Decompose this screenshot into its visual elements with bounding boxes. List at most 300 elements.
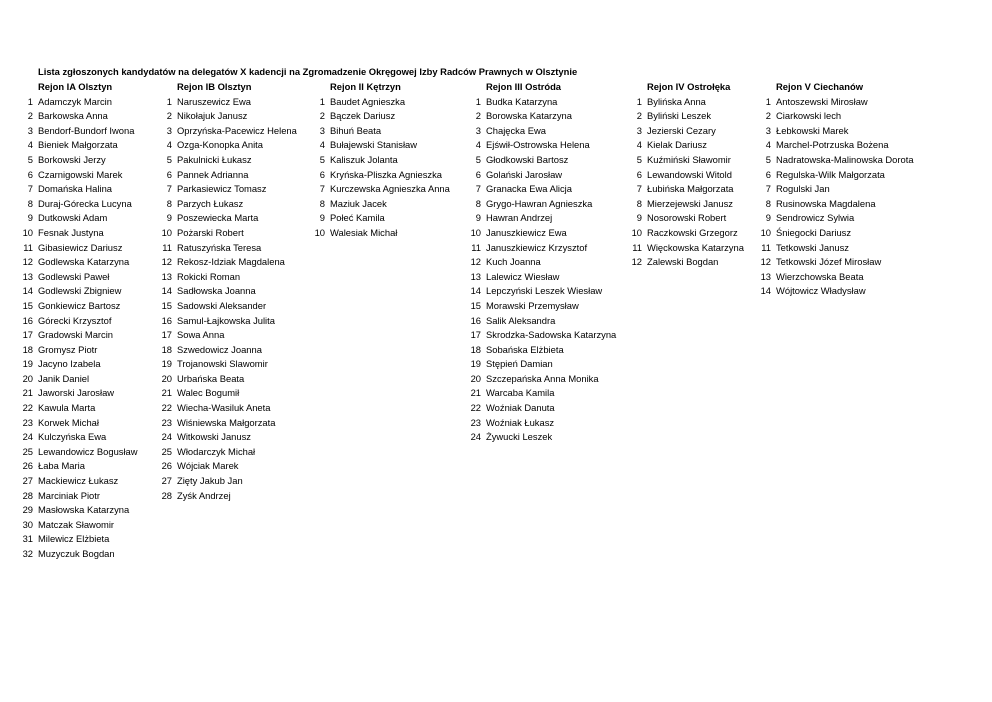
candidate-name: Włodarczyk Michał bbox=[177, 445, 256, 457]
candidate-row bbox=[20, 182, 138, 197]
candidate-name: Golański Jarosław bbox=[486, 168, 563, 180]
candidate-row bbox=[752, 255, 914, 270]
candidate-row bbox=[20, 459, 138, 474]
candidate-row bbox=[752, 168, 914, 183]
candidate-row bbox=[300, 109, 450, 124]
candidate-row bbox=[145, 314, 297, 329]
candidate-number: 27 bbox=[22, 475, 33, 487]
candidate-row bbox=[622, 95, 744, 110]
candidate-number: 26 bbox=[161, 460, 172, 472]
candidate-number: 3 bbox=[166, 124, 172, 136]
candidate-number: 24 bbox=[161, 431, 172, 443]
candidate-row bbox=[622, 182, 744, 197]
candidate-name: Kuźmiński Sławomir bbox=[647, 153, 731, 165]
district-header: Rejon II Kętrzyn bbox=[330, 81, 401, 92]
candidate-name: Śniegocki Dariusz bbox=[776, 226, 852, 238]
candidate-row bbox=[460, 197, 616, 212]
candidate-row bbox=[20, 226, 138, 241]
candidate-number: 8 bbox=[319, 197, 325, 209]
candidate-name: Kaliszuk Jolanta bbox=[330, 153, 398, 165]
candidate-number: 25 bbox=[22, 445, 33, 457]
candidate-name: Łaba Maria bbox=[38, 460, 85, 472]
candidate-name: Rusinowska Magdalena bbox=[776, 197, 876, 209]
candidate-row bbox=[20, 168, 138, 183]
candidate-name: Głodkowski Bartosz bbox=[486, 153, 569, 165]
candidate-row bbox=[20, 270, 138, 285]
candidate-number: 2 bbox=[765, 110, 771, 122]
district-column-v-ciechanow bbox=[752, 80, 914, 299]
candidate-row bbox=[460, 226, 616, 241]
candidate-name: Grygo-Hawran Agnieszka bbox=[486, 197, 593, 209]
candidate-number: 10 bbox=[22, 226, 33, 238]
candidate-row bbox=[300, 168, 450, 183]
district-header: Rejon V Ciechanów bbox=[776, 81, 863, 92]
candidate-row bbox=[300, 153, 450, 168]
candidate-number: 12 bbox=[760, 256, 771, 268]
candidate-number: 28 bbox=[22, 489, 33, 501]
candidate-name: Walesiak Michał bbox=[330, 226, 398, 238]
candidate-name: Zalewski Bogdan bbox=[647, 256, 719, 268]
candidate-number: 30 bbox=[22, 518, 33, 530]
candidate-name: Lewandowski Witold bbox=[647, 168, 732, 180]
candidate-row bbox=[460, 95, 616, 110]
candidate-name: Łubińska Małgorzata bbox=[647, 183, 734, 195]
candidate-number: 8 bbox=[765, 197, 771, 209]
candidate-number: 5 bbox=[636, 153, 642, 165]
candidate-name: Skrodzka-Sadowska Katarzyna bbox=[486, 329, 617, 341]
candidate-name: Sendrowicz Sylwia bbox=[776, 212, 855, 224]
candidate-number: 6 bbox=[319, 168, 325, 180]
candidate-number: 11 bbox=[162, 241, 172, 253]
candidate-number: 17 bbox=[22, 329, 33, 341]
candidate-name: Nosorowski Robert bbox=[647, 212, 727, 224]
candidate-row bbox=[622, 124, 744, 139]
candidate-number: 20 bbox=[470, 372, 481, 384]
candidate-number: 7 bbox=[319, 183, 325, 195]
candidate-row bbox=[460, 168, 616, 183]
candidate-row bbox=[622, 241, 744, 256]
candidate-number: 6 bbox=[636, 168, 642, 180]
candidate-row bbox=[300, 124, 450, 139]
candidate-number: 3 bbox=[636, 124, 642, 136]
candidate-name: Pakulnicki Łukasz bbox=[177, 153, 252, 165]
candidate-number: 1 bbox=[636, 95, 642, 107]
candidate-name: Wiecha-Wasiluk Aneta bbox=[177, 402, 271, 414]
candidate-number: 31 bbox=[22, 533, 33, 545]
candidate-name: Walec Bogumił bbox=[177, 387, 240, 399]
candidate-number: 11 bbox=[761, 241, 771, 253]
candidate-row bbox=[145, 430, 297, 445]
candidate-number: 9 bbox=[765, 212, 771, 224]
candidate-number: 10 bbox=[631, 226, 642, 238]
candidate-row bbox=[20, 416, 138, 431]
candidate-row bbox=[300, 226, 450, 241]
candidate-row bbox=[460, 270, 616, 285]
candidate-row bbox=[460, 314, 616, 329]
candidate-name: Bylińska Anna bbox=[647, 95, 706, 107]
candidate-number: 5 bbox=[319, 153, 325, 165]
candidate-number: 5 bbox=[765, 153, 771, 165]
candidate-name: Poszewiecka Marta bbox=[177, 212, 259, 224]
district-header: Rejon IA Olsztyn bbox=[38, 81, 113, 92]
candidate-number: 17 bbox=[161, 329, 172, 341]
candidate-name: Morawski Przemysław bbox=[486, 299, 579, 311]
candidate-name: Rokicki Roman bbox=[177, 270, 241, 282]
candidate-number: 16 bbox=[22, 314, 33, 326]
candidate-name: Samul-Łajkowska Julita bbox=[177, 314, 275, 326]
candidate-number: 15 bbox=[161, 299, 172, 311]
candidate-row bbox=[752, 109, 914, 124]
district-column-ib-olsztyn bbox=[145, 80, 297, 503]
candidate-row bbox=[20, 124, 138, 139]
candidate-name: Sadowski Aleksander bbox=[177, 299, 267, 311]
candidate-number: 21 bbox=[470, 387, 481, 399]
candidate-row bbox=[145, 474, 297, 489]
candidate-row bbox=[145, 255, 297, 270]
candidate-name: Lalewicz Wiesław bbox=[486, 270, 560, 282]
candidate-number: 4 bbox=[166, 139, 172, 151]
candidate-number: 14 bbox=[161, 285, 172, 297]
candidate-row bbox=[460, 153, 616, 168]
candidate-number: 22 bbox=[22, 402, 33, 414]
candidate-row bbox=[622, 109, 744, 124]
candidate-row bbox=[145, 386, 297, 401]
candidate-name: Korwek Michał bbox=[38, 416, 99, 428]
candidate-number: 19 bbox=[470, 358, 481, 370]
candidate-number: 10 bbox=[161, 226, 172, 238]
candidate-name: Bendorf-Bundorf Iwona bbox=[38, 124, 135, 136]
candidate-row bbox=[20, 95, 138, 110]
candidate-name: Fesnak Justyna bbox=[38, 226, 104, 238]
candidate-name: Oprzyńska-Pacewicz Helena bbox=[177, 124, 297, 136]
candidate-name: Stępień Damian bbox=[486, 358, 553, 370]
candidate-name: Gradowski Marcin bbox=[38, 329, 114, 341]
candidate-name: Antoszewski Mirosław bbox=[776, 95, 868, 107]
candidate-number: 5 bbox=[166, 153, 172, 165]
candidate-name: Budka Katarzyna bbox=[486, 95, 558, 107]
candidate-number: 8 bbox=[27, 197, 33, 209]
candidate-row bbox=[622, 255, 744, 270]
candidate-name: Naruszewicz Ewa bbox=[177, 95, 251, 107]
candidate-row bbox=[145, 153, 297, 168]
candidate-row bbox=[752, 284, 914, 299]
candidate-row bbox=[460, 109, 616, 124]
candidate-name: Woźniak Łukasz bbox=[486, 416, 555, 428]
candidate-row bbox=[145, 241, 297, 256]
candidate-number: 14 bbox=[470, 285, 481, 297]
candidate-number: 12 bbox=[161, 256, 172, 268]
candidate-number: 2 bbox=[166, 110, 172, 122]
candidate-name: Kuch Joanna bbox=[486, 256, 541, 268]
district-header: Rejon III Ostróda bbox=[486, 81, 562, 92]
candidate-name: Adamczyk Marcin bbox=[38, 95, 112, 107]
candidate-name: Gibasiewicz Dariusz bbox=[38, 241, 123, 253]
candidate-name: Barkowska Anna bbox=[38, 110, 108, 122]
candidate-name: Kawula Marta bbox=[38, 402, 96, 414]
candidate-row bbox=[752, 197, 914, 212]
candidate-number: 5 bbox=[475, 153, 481, 165]
candidate-row bbox=[20, 109, 138, 124]
candidate-name: Godlewska Katarzyna bbox=[38, 256, 130, 268]
candidate-name: Sowa Anna bbox=[177, 329, 225, 341]
candidate-number: 22 bbox=[470, 402, 481, 414]
candidate-number: 15 bbox=[22, 299, 33, 311]
candidate-number: 12 bbox=[470, 256, 481, 268]
candidate-row bbox=[20, 328, 138, 343]
candidate-number: 18 bbox=[470, 343, 481, 355]
candidate-number: 7 bbox=[475, 183, 481, 195]
candidate-name: Pożarski Robert bbox=[177, 226, 244, 238]
candidate-name: Górecki Krzysztof bbox=[38, 314, 112, 326]
candidate-name: Szwedowicz Joanna bbox=[177, 343, 262, 355]
candidate-number: 15 bbox=[470, 299, 481, 311]
candidate-number: 6 bbox=[765, 168, 771, 180]
candidate-row bbox=[20, 489, 138, 504]
candidate-row bbox=[20, 401, 138, 416]
candidate-number: 21 bbox=[161, 387, 172, 399]
candidate-row bbox=[460, 255, 616, 270]
candidate-number: 4 bbox=[765, 139, 771, 151]
candidate-number: 25 bbox=[161, 445, 172, 457]
candidate-number: 19 bbox=[22, 358, 33, 370]
candidate-name: Szczepańska Anna Monika bbox=[486, 372, 599, 384]
candidate-number: 29 bbox=[22, 504, 33, 516]
candidate-name: Mierzejewski Janusz bbox=[647, 197, 733, 209]
candidate-number: 24 bbox=[22, 431, 33, 443]
candidate-row bbox=[20, 255, 138, 270]
candidate-name: Nikołajuk Janusz bbox=[177, 110, 248, 122]
candidate-number: 6 bbox=[475, 168, 481, 180]
candidate-row bbox=[145, 138, 297, 153]
candidate-name: Jacyno Izabela bbox=[38, 358, 101, 370]
candidate-number: 22 bbox=[161, 402, 172, 414]
candidate-number: 24 bbox=[470, 431, 481, 443]
candidate-number: 4 bbox=[27, 139, 33, 151]
candidate-name: Woźniak Danuta bbox=[486, 402, 555, 414]
candidate-row bbox=[20, 138, 138, 153]
candidate-name: Trojanowski Slawomir bbox=[177, 358, 268, 370]
candidate-name: Janik Daniel bbox=[38, 372, 90, 384]
candidate-name: Połeć Kamila bbox=[330, 212, 385, 224]
candidate-name: Więckowska Katarzyna bbox=[647, 241, 744, 253]
candidate-name: Witkowski Janusz bbox=[177, 431, 251, 443]
candidate-row bbox=[20, 386, 138, 401]
candidate-number: 32 bbox=[22, 548, 33, 559]
candidate-number: 1 bbox=[475, 95, 481, 107]
candidate-row bbox=[20, 211, 138, 226]
district-column-ia-olsztyn bbox=[20, 80, 138, 562]
candidate-number: 11 bbox=[23, 241, 33, 253]
candidate-name: Kryńska-Pliszka Agnieszka bbox=[330, 168, 443, 180]
candidate-row bbox=[752, 95, 914, 110]
candidate-number: 12 bbox=[22, 256, 33, 268]
candidate-row bbox=[145, 182, 297, 197]
candidate-row bbox=[752, 241, 914, 256]
candidate-number: 9 bbox=[636, 212, 642, 224]
candidate-name: Bączek Dariusz bbox=[330, 110, 396, 122]
candidate-row bbox=[622, 168, 744, 183]
candidate-number: 3 bbox=[765, 124, 771, 136]
candidate-number: 4 bbox=[636, 139, 642, 151]
candidate-row bbox=[460, 284, 616, 299]
candidate-number: 23 bbox=[161, 416, 172, 428]
candidate-number: 13 bbox=[760, 270, 771, 282]
candidate-row bbox=[145, 416, 297, 431]
candidate-name: Hawran Andrzej bbox=[486, 212, 553, 224]
candidate-name: Ratuszyńska Teresa bbox=[177, 241, 262, 253]
candidate-name: Maziuk Jacek bbox=[330, 197, 387, 209]
candidate-row bbox=[300, 211, 450, 226]
candidate-name: Ozga-Konopka Anita bbox=[177, 139, 263, 151]
candidate-number: 11 bbox=[471, 241, 481, 253]
candidate-number: 6 bbox=[166, 168, 172, 180]
candidate-name: Ejświł-Ostrowska Helena bbox=[486, 139, 590, 151]
candidate-row bbox=[752, 153, 914, 168]
candidate-number: 6 bbox=[27, 168, 33, 180]
candidate-row bbox=[20, 153, 138, 168]
candidate-number: 16 bbox=[161, 314, 172, 326]
candidate-name: Milewicz Elżbieta bbox=[38, 533, 110, 545]
candidate-name: Parkasiewicz Tomasz bbox=[177, 183, 267, 195]
candidate-row bbox=[460, 241, 616, 256]
candidate-row bbox=[20, 314, 138, 329]
candidate-name: Marciniak Piotr bbox=[38, 489, 100, 501]
candidate-name: Żywucki Leszek bbox=[486, 431, 553, 443]
candidate-name: Marchel-Potrzuska Bożena bbox=[776, 139, 889, 151]
candidate-row bbox=[460, 299, 616, 314]
candidate-name: Matczak Sławomir bbox=[38, 518, 115, 530]
candidate-name: Łebkowski Marek bbox=[776, 124, 849, 136]
candidate-number: 11 bbox=[632, 241, 642, 253]
candidate-name: Wierzchowska Beata bbox=[776, 270, 864, 282]
candidate-row bbox=[622, 197, 744, 212]
candidate-name: Parzych Łukasz bbox=[177, 197, 244, 209]
candidate-number: 4 bbox=[319, 139, 325, 151]
candidate-number: 14 bbox=[22, 285, 33, 297]
candidate-name: Rekosz-Idziak Magdalena bbox=[177, 256, 285, 268]
candidate-number: 13 bbox=[470, 270, 481, 282]
candidate-row bbox=[20, 547, 138, 562]
candidate-name: Bihuń Beata bbox=[330, 124, 382, 136]
candidate-name: Ciarkowski lech bbox=[776, 110, 842, 122]
candidate-row bbox=[145, 357, 297, 372]
candidate-row bbox=[752, 226, 914, 241]
candidate-name: Dutkowski Adam bbox=[38, 212, 108, 224]
candidate-number: 28 bbox=[161, 489, 172, 501]
candidate-row bbox=[145, 343, 297, 358]
candidate-number: 7 bbox=[166, 183, 172, 195]
candidate-row bbox=[460, 343, 616, 358]
candidate-name: Wójciak Marek bbox=[177, 460, 239, 472]
candidate-number: 7 bbox=[765, 183, 771, 195]
district-column-iii-ostroda bbox=[460, 80, 616, 445]
candidate-name: Wójtowicz Władysław bbox=[776, 285, 866, 297]
candidate-name: Sobańska Elżbieta bbox=[486, 343, 564, 355]
candidate-row bbox=[20, 445, 138, 460]
candidate-name: Januszkiewicz Krzysztof bbox=[486, 241, 588, 253]
candidate-row bbox=[622, 153, 744, 168]
candidate-number: 7 bbox=[636, 183, 642, 195]
candidate-name: Tetkowski Józef Mirosław bbox=[776, 256, 882, 268]
candidate-row bbox=[20, 197, 138, 212]
candidate-number: 17 bbox=[470, 329, 481, 341]
candidate-name: Regulska-Wilk Małgorzata bbox=[776, 168, 885, 180]
candidate-row bbox=[622, 211, 744, 226]
candidate-row bbox=[20, 357, 138, 372]
candidate-name: Bułajewski Stanisław bbox=[330, 139, 418, 151]
candidate-number: 23 bbox=[22, 416, 33, 428]
candidate-number: 1 bbox=[319, 95, 325, 107]
candidate-number: 20 bbox=[22, 372, 33, 384]
candidate-name: Baudet Agnieszka bbox=[330, 95, 406, 107]
candidate-number: 9 bbox=[27, 212, 33, 224]
candidate-number: 9 bbox=[166, 212, 172, 224]
candidate-name: Lewandowicz Bogusław bbox=[38, 445, 138, 457]
candidate-name: Borkowski Jerzy bbox=[38, 153, 106, 165]
candidate-row bbox=[145, 211, 297, 226]
candidate-row bbox=[752, 211, 914, 226]
candidate-row bbox=[460, 416, 616, 431]
candidate-row bbox=[145, 328, 297, 343]
candidate-row bbox=[20, 430, 138, 445]
candidate-number: 4 bbox=[475, 139, 481, 151]
candidate-name: Masłowska Katarzyna bbox=[38, 504, 130, 516]
candidate-row bbox=[145, 109, 297, 124]
candidate-name: Duraj-Górecka Lucyna bbox=[38, 197, 132, 209]
candidate-name: Godlewski Zbigniew bbox=[38, 285, 122, 297]
candidate-name: Czarnigowski Marek bbox=[38, 168, 123, 180]
candidate-name: Bieniek Małgorzata bbox=[38, 139, 118, 151]
candidate-number: 23 bbox=[470, 416, 481, 428]
candidate-row bbox=[20, 284, 138, 299]
candidate-number: 10 bbox=[314, 226, 325, 238]
candidate-name: Salik Aleksandra bbox=[486, 314, 556, 326]
candidate-row bbox=[460, 124, 616, 139]
candidate-number: 1 bbox=[166, 95, 172, 107]
candidate-row bbox=[20, 299, 138, 314]
candidate-name: Chajęcka Ewa bbox=[486, 124, 546, 136]
page-title: Lista zgłoszonych kandydatów na delegatów X kadencji na Zgromadzenie Okręgowej Izby Radców Prawnych w Olsztynie bbox=[38, 66, 578, 77]
candidate-row bbox=[20, 503, 138, 518]
candidate-name: Nadratowska-Malinowska Dorota bbox=[776, 153, 914, 165]
candidate-row bbox=[300, 182, 450, 197]
candidate-row bbox=[20, 372, 138, 387]
candidate-number: 1 bbox=[765, 95, 771, 107]
candidate-row bbox=[145, 299, 297, 314]
candidate-name: Pannek Adrianna bbox=[177, 168, 249, 180]
candidate-row bbox=[460, 138, 616, 153]
candidate-row bbox=[145, 489, 297, 504]
candidate-name: Godlewski Paweł bbox=[38, 270, 110, 282]
candidate-number: 12 bbox=[631, 256, 642, 268]
candidate-name: Warcaba Kamila bbox=[486, 387, 555, 399]
candidate-number: 20 bbox=[161, 372, 172, 384]
candidate-number: 9 bbox=[475, 212, 481, 224]
candidate-row bbox=[622, 226, 744, 241]
candidate-row bbox=[300, 197, 450, 212]
candidate-row bbox=[20, 532, 138, 547]
candidate-row bbox=[145, 197, 297, 212]
candidate-name: Jaworski Jarosław bbox=[38, 387, 115, 399]
candidate-row bbox=[300, 138, 450, 153]
candidate-row bbox=[145, 124, 297, 139]
candidate-name: Domańska Halina bbox=[38, 183, 112, 195]
candidate-number: 14 bbox=[760, 285, 771, 297]
candidate-row bbox=[20, 343, 138, 358]
candidate-name: Borowska Katarzyna bbox=[486, 110, 572, 122]
candidate-row bbox=[20, 474, 138, 489]
candidate-number: 18 bbox=[161, 343, 172, 355]
